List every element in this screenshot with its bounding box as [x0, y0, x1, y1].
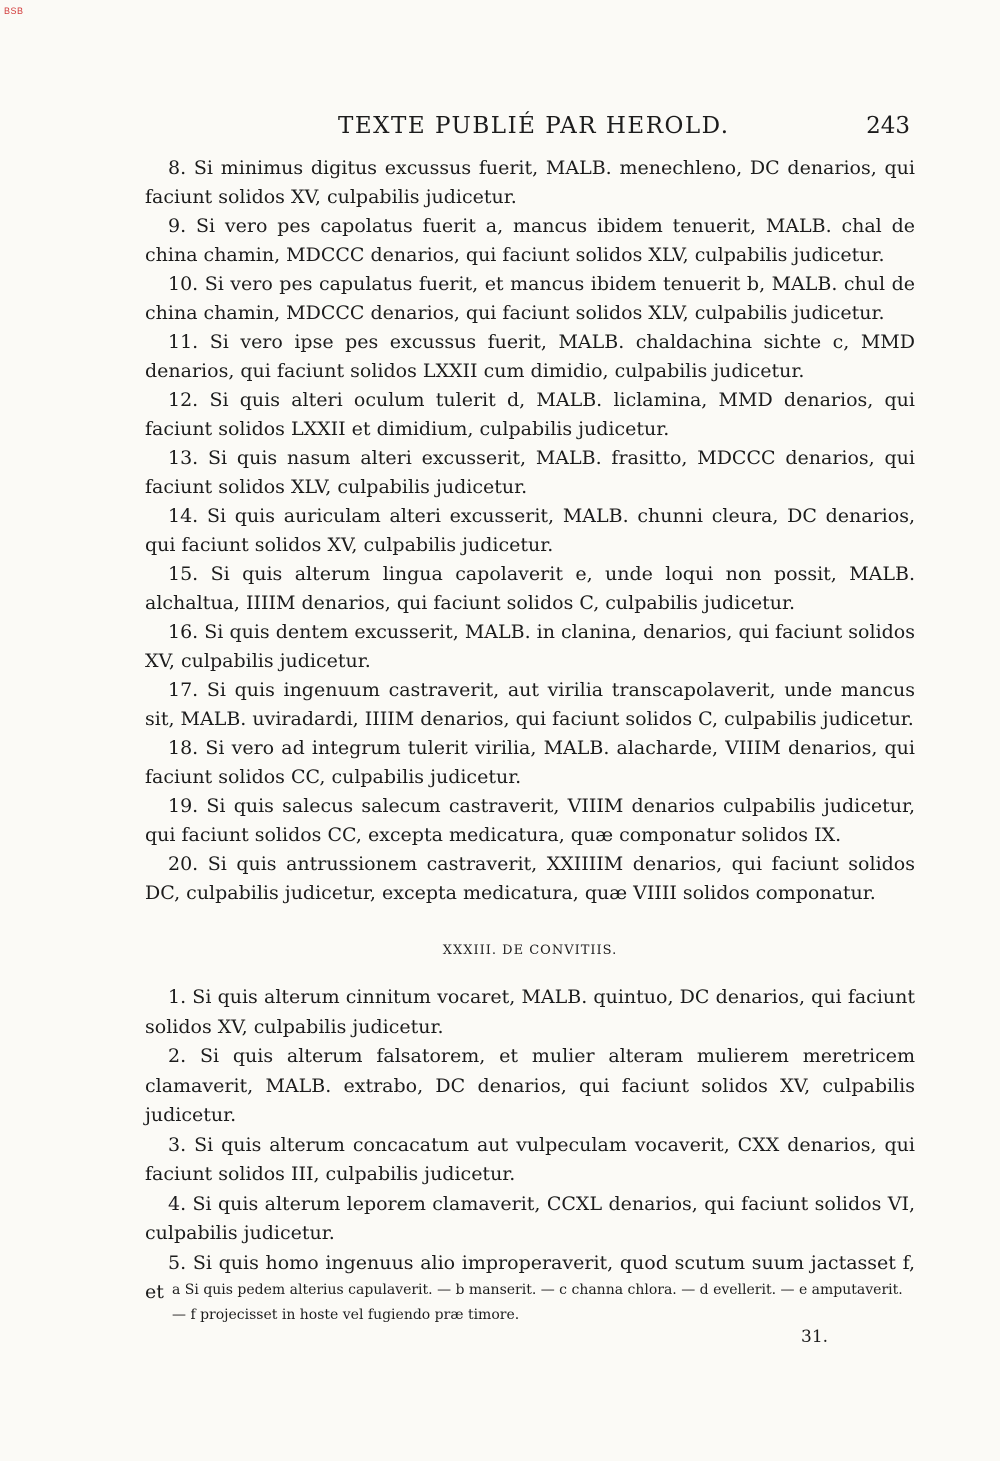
paragraph-article-8: 8. Si minimus digitus excussus fuerit, MALB. menechleno, DC denarios, qui faciunt solidos XV, culpabilis judicetur. — [145, 157, 915, 208]
section-de-convitiis — [145, 936, 915, 1308]
page-number: 243 — [866, 113, 910, 139]
paragraph-article-17: 17. Si quis ingenuum castraverit, aut virilia transcapolaverit, unde mancus sit, MALB. uviradardi, IIIIM denarios, qui faciunt solidos C, culpabilis judicetur. — [145, 679, 915, 730]
paragraph-article-14: 14. Si quis auriculam alteri excusserit, MALB. chunni cleura, DC denarios, qui faciunt solidos XV, culpabilis judicetur. — [145, 505, 915, 556]
paragraph-article-11: 11. Si vero ipse pes excussus fuerit, MALB. chaldachina sichte c, MMD denarios, qui faciunt solidos LXXII cum dimidio, culpabilis judicetur. — [145, 331, 915, 382]
paragraph-convitiis-1: 1. Si quis alterum cinnitum vocaret, MALB. quintuo, DC denarios, qui faciunt solidos XV, culpabilis judicetur. — [145, 986, 915, 1038]
library-watermark: BSB — [4, 6, 24, 16]
running-header — [140, 113, 910, 145]
running-title: TEXTE PUBLIÉ PAR HEROLD. — [338, 113, 730, 139]
paragraph-article-12: 12. Si quis alteri oculum tulerit d, MALB. liclamina, MMD denarios, qui faciunt solidos LXXII et dimidium, culpabilis judicetur. — [145, 389, 915, 440]
paragraph-article-13: 13. Si quis nasum alteri excusserit, MALB. frasitto, MDCCC denarios, qui faciunt solidos XLV, culpabilis judicetur. — [145, 447, 915, 498]
paragraph-article-20: 20. Si quis antrussionem castraverit, XXIIIIM denarios, qui faciunt solidos DC, culpabilis judicetur, excepta medicatura, quæ VIIII solidos componatur. — [145, 853, 915, 904]
main-text — [145, 154, 915, 1308]
paragraph-convitiis-4: 4. Si quis alterum leporem clamaverit, CCXL denarios, qui faciunt solidos VI, culpabilis judicetur. — [145, 1192, 915, 1244]
paragraph-article-10: 10. Si vero pes capulatus fuerit, et mancus ibidem tenuerit b, MALB. chul de china chamin, MDCCC denarios, qui faciunt solidos XLV, culpabilis judicetur. — [145, 273, 915, 324]
signature-mark: 31. — [801, 1327, 829, 1347]
paragraph-article-18: 18. Si vero ad integrum tulerit virilia, MALB. alacharde, VIIIM denarios, qui faciunt solidos CC, culpabilis judicetur. — [145, 737, 915, 788]
paragraph-article-15: 15. Si quis alterum lingua capolaverit e, unde loqui non possit, MALB. alchaltua, IIIIM denarios, qui faciunt solidos C, culpabilis judicetur. — [145, 563, 915, 614]
section-heading: XXXIII. DE CONVITIIS. — [442, 943, 618, 958]
footnote-line: — f projecisset in hoste vel fugiendo præ timore. — [172, 1307, 520, 1323]
paragraph-article-19: 19. Si quis salecus salecum castraverit, VIIIM denarios culpabilis judicetur, qui faciunt solidos CC, excepta medicatura, quæ componatur solidos IX. — [145, 795, 915, 846]
paragraph-convitiis-2: 2. Si quis alterum falsatorem, et mulier alteram mulierem meretricem clamaverit, MALB. extrabo, DC denarios, qui faciunt solidos XV, culpabilis judicetur. — [145, 1045, 915, 1126]
footnotes — [150, 1278, 915, 1328]
paragraph-article-9: 9. Si vero pes capolatus fuerit a, mancus ibidem tenuerit, MALB. chal de china chamin, MDCCC denarios, qui faciunt solidos XLV, culpabilis judicetur. — [145, 215, 915, 266]
paragraph-convitiis-3: 3. Si quis alterum concacatum aut vulpeculam vocaverit, CXX denarios, qui faciunt solidos III, culpabilis judicetur. — [145, 1133, 915, 1185]
paragraph-article-16: 16. Si quis dentem excusserit, MALB. in clanina, denarios, qui faciunt solidos XV, culpabilis judicetur. — [145, 621, 915, 672]
paragraph-convitiis-5: 5. Si quis homo ingenuus alio improperaverit, quod scutum suum jactasset f, et — [145, 1251, 915, 1303]
footnote-line: a Si quis pedem alterius capulaverit. — b manserit. — c channa chlora. — d evellerit. — e amputaverit. — [172, 1282, 903, 1298]
